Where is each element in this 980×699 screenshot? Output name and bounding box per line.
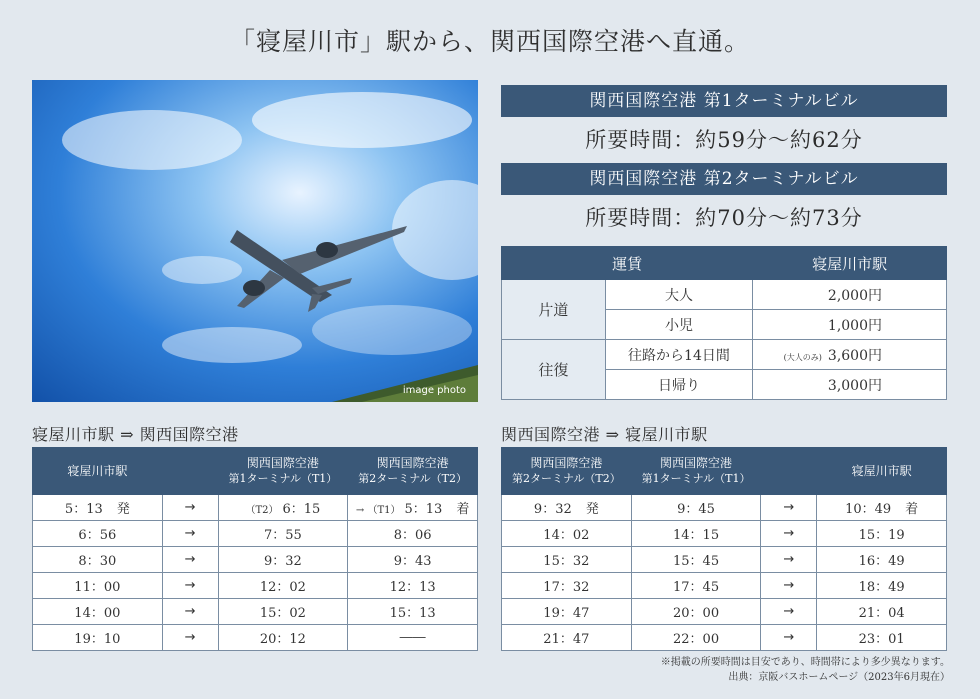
inbound-t2-cell bbox=[502, 547, 632, 573]
arrow-icon: → bbox=[184, 500, 196, 515]
header-line: 関西国際空港 bbox=[246, 456, 319, 470]
departure-time: 21：47 bbox=[543, 632, 590, 647]
terminal-prefix: （T2） bbox=[245, 505, 279, 516]
arrow-icon: → bbox=[184, 630, 196, 645]
departure-time: 19：47 bbox=[543, 606, 590, 621]
table-row bbox=[502, 521, 947, 547]
fare-value-text: 1,000円 bbox=[827, 317, 882, 334]
departure-time: 9：32 bbox=[533, 502, 572, 517]
outbound-t2-cell bbox=[348, 625, 478, 651]
outbound-timetable bbox=[32, 447, 478, 651]
arrival-time: 15：13 bbox=[389, 606, 436, 621]
page-headline: 「寝屋川市」駅から、関西国際空港へ直通。 bbox=[229, 27, 750, 56]
photo-caption: image photo bbox=[402, 385, 466, 396]
departure-time: 6：56 bbox=[78, 528, 117, 543]
fare-header-label: 運賃 bbox=[502, 247, 753, 280]
inbound-header-row bbox=[502, 448, 947, 495]
inbound-arrow-cell bbox=[761, 495, 817, 521]
table-row bbox=[502, 625, 947, 651]
arrival-time: 9：32 bbox=[263, 554, 302, 569]
fare-row-label: 小児 bbox=[605, 310, 753, 340]
inbound-t1-cell bbox=[631, 521, 761, 547]
table-row bbox=[33, 521, 478, 547]
outbound-header-t2 bbox=[348, 448, 478, 495]
inbound-arrival-cell bbox=[817, 547, 947, 573]
fare-roundtrip-label: 往復 bbox=[502, 340, 606, 400]
arrow-icon: → bbox=[783, 630, 795, 645]
arrival-time: 16：49 bbox=[858, 554, 905, 569]
outbound-header-arrow bbox=[162, 448, 218, 495]
arrow-icon: → bbox=[783, 578, 795, 593]
arrival-time: 15：02 bbox=[259, 606, 306, 621]
table-row bbox=[33, 573, 478, 599]
arrival-time: 21：04 bbox=[858, 606, 905, 621]
table-row bbox=[33, 495, 478, 521]
departure-time: 5：13 bbox=[64, 502, 103, 517]
inbound-t2-cell bbox=[502, 495, 632, 521]
inbound-t1-cell bbox=[631, 625, 761, 651]
header-subline: 第2ターミナル（T2） bbox=[358, 472, 468, 485]
fare-value-text: 2,000円 bbox=[827, 287, 882, 304]
fare-row-label: 大人 bbox=[605, 280, 753, 310]
arrival-time: 8：06 bbox=[393, 528, 432, 543]
departure-mark: 発 bbox=[585, 502, 599, 517]
arrow-icon: → bbox=[783, 552, 795, 567]
outbound-departure-cell bbox=[33, 521, 163, 547]
footnote-line: 出典：京阪バスホームページ（2023年6月現在） bbox=[728, 672, 950, 683]
arrow-icon: → bbox=[783, 604, 795, 619]
terminal1-duration: 所要時間：約59分〜約62分 bbox=[585, 128, 863, 152]
header-line: 関西国際空港 bbox=[660, 456, 733, 470]
inbound-t1-cell bbox=[631, 495, 761, 521]
arrival-time: 20：12 bbox=[259, 632, 306, 647]
inbound-arrival-cell bbox=[817, 625, 947, 651]
arrival-time: 18：49 bbox=[858, 580, 905, 595]
inbound-title: 関西国際空港 ⇒ 寝屋川市駅 bbox=[501, 425, 708, 444]
departure-time: 14：00 bbox=[74, 606, 121, 621]
arrival-time: 10：49 bbox=[845, 502, 892, 517]
arrival-time: 23：01 bbox=[858, 632, 905, 647]
outbound-rows bbox=[33, 495, 478, 651]
fare-row bbox=[502, 340, 947, 370]
departure-time: 14：02 bbox=[543, 528, 590, 543]
fare-value-text: 3,600円 bbox=[827, 347, 882, 364]
inbound-rows bbox=[502, 495, 947, 651]
table-row bbox=[502, 599, 947, 625]
inbound-t1-cell bbox=[631, 573, 761, 599]
inbound-arrival-cell bbox=[817, 521, 947, 547]
fare-row-value bbox=[753, 280, 947, 310]
inbound-t2-cell bbox=[502, 521, 632, 547]
arrival-time: 6：15 bbox=[282, 502, 321, 517]
departure-time: 8：30 bbox=[78, 554, 117, 569]
header-subline: 第2ターミナル（T2） bbox=[511, 472, 621, 485]
table-row bbox=[33, 599, 478, 625]
fare-value-text: 3,000円 bbox=[827, 377, 882, 394]
footnotes bbox=[661, 655, 950, 685]
outbound-t2-cell bbox=[348, 521, 478, 547]
inbound-arrival-cell bbox=[817, 495, 947, 521]
inbound-header-station: 寝屋川市駅 bbox=[817, 448, 947, 495]
outbound-t1-cell bbox=[218, 521, 348, 547]
inbound-arrow-cell bbox=[761, 573, 817, 599]
header-line: 関西国際空港 bbox=[376, 456, 449, 470]
outbound-t2-cell bbox=[348, 599, 478, 625]
departure-time: 14：15 bbox=[673, 528, 720, 543]
fare-oneway-label: 片道 bbox=[502, 280, 606, 340]
inbound-header-t1 bbox=[631, 448, 761, 495]
outbound-arrow-cell bbox=[162, 599, 218, 625]
inbound-arrow-cell bbox=[761, 599, 817, 625]
departure-time: 22：00 bbox=[673, 632, 720, 647]
outbound-t2-cell bbox=[348, 573, 478, 599]
outbound-t2-cell bbox=[348, 495, 478, 521]
airplane-photo bbox=[32, 80, 478, 402]
fare-row-value bbox=[753, 370, 947, 400]
departure-time: 9：45 bbox=[677, 502, 715, 517]
table-row bbox=[33, 625, 478, 651]
outbound-departure-cell bbox=[33, 599, 163, 625]
header-subline: 第1ターミナル（T1） bbox=[228, 472, 338, 485]
fare-row-label: 日帰り bbox=[605, 370, 753, 400]
fare-header-station: 寝屋川市駅 bbox=[753, 247, 947, 280]
inbound-arrow-cell bbox=[761, 547, 817, 573]
arrival-time: ―― bbox=[399, 630, 426, 645]
inbound-t2-cell bbox=[502, 599, 632, 625]
terminal-durations bbox=[501, 85, 947, 241]
arrival-mark: 着 bbox=[456, 502, 470, 517]
terminal2-name: 関西国際空港 第2ターミナルビル bbox=[501, 163, 947, 195]
terminal-prefix: → （T1） bbox=[355, 505, 401, 516]
arrow-icon: → bbox=[184, 552, 196, 567]
inbound-header-arrow bbox=[761, 448, 817, 495]
departure-time: 17：32 bbox=[543, 580, 590, 595]
outbound-t1-cell bbox=[218, 547, 348, 573]
outbound-t2-cell bbox=[348, 547, 478, 573]
arrival-time: 9：43 bbox=[393, 554, 432, 569]
arrow-icon: → bbox=[783, 500, 795, 515]
arrival-time: 12：13 bbox=[389, 580, 436, 595]
arrow-icon: → bbox=[184, 578, 196, 593]
departure-time: 20：00 bbox=[673, 606, 720, 621]
inbound-header-t2 bbox=[502, 448, 632, 495]
inbound-t1-cell bbox=[631, 547, 761, 573]
outbound-t1-cell bbox=[218, 625, 348, 651]
inbound-t2-cell bbox=[502, 573, 632, 599]
inbound-arrow-cell bbox=[761, 521, 817, 547]
table-row bbox=[502, 547, 947, 573]
outbound-t1-cell bbox=[218, 495, 348, 521]
departure-time: 19：10 bbox=[74, 632, 121, 647]
departure-time: 15：32 bbox=[543, 554, 590, 569]
footnote-line: ※掲載の所要時間は目安であり、時間帯により多少異なります。 bbox=[660, 657, 950, 668]
outbound-arrow-cell bbox=[162, 547, 218, 573]
table-row bbox=[502, 495, 947, 521]
outbound-departure-cell bbox=[33, 547, 163, 573]
outbound-t1-cell bbox=[218, 573, 348, 599]
arrow-icon: → bbox=[184, 526, 196, 541]
table-row bbox=[502, 573, 947, 599]
arrival-time: 12：02 bbox=[259, 580, 306, 595]
inbound-timetable bbox=[501, 447, 947, 651]
inbound-arrival-cell bbox=[817, 573, 947, 599]
outbound-header-row bbox=[33, 448, 478, 495]
departure-time: 17：45 bbox=[673, 580, 720, 595]
header-line: 関西国際空港 bbox=[530, 456, 603, 470]
departure-time: 11：00 bbox=[74, 580, 121, 595]
table-row bbox=[33, 547, 478, 573]
outbound-title: 寝屋川市駅 ⇒ 関西国際空港 bbox=[32, 425, 239, 444]
departure-time: 15：45 bbox=[673, 554, 720, 569]
fare-row bbox=[502, 280, 947, 310]
outbound-arrow-cell bbox=[162, 573, 218, 599]
airplane-image bbox=[32, 80, 478, 402]
outbound-departure-cell bbox=[33, 625, 163, 651]
arrival-mark: 着 bbox=[905, 502, 919, 517]
arrow-icon: → bbox=[783, 526, 795, 541]
inbound-arrival-cell bbox=[817, 599, 947, 625]
inbound-arrow-cell bbox=[761, 625, 817, 651]
terminal1-name: 関西国際空港 第1ターミナルビル bbox=[501, 85, 947, 117]
outbound-header-station: 寝屋川市駅 bbox=[33, 448, 163, 495]
outbound-arrow-cell bbox=[162, 495, 218, 521]
arrow-icon: → bbox=[184, 604, 196, 619]
outbound-arrow-cell bbox=[162, 521, 218, 547]
fare-row-value bbox=[753, 340, 947, 370]
header-subline: 第1ターミナル（T1） bbox=[641, 472, 751, 485]
fare-row-value bbox=[753, 310, 947, 340]
inbound-t2-cell bbox=[502, 625, 632, 651]
fare-note: (大人のみ) bbox=[783, 352, 822, 362]
outbound-departure-cell bbox=[33, 573, 163, 599]
arrival-time: 15：19 bbox=[858, 528, 905, 543]
fare-table bbox=[501, 246, 947, 400]
fare-row-label: 往路から14日間 bbox=[605, 340, 753, 370]
outbound-t1-cell bbox=[218, 599, 348, 625]
arrival-time: 5：13 bbox=[404, 502, 443, 517]
outbound-header-t1 bbox=[218, 448, 348, 495]
terminal2-duration: 所要時間：約70分〜約73分 bbox=[585, 206, 863, 230]
departure-mark: 発 bbox=[116, 502, 130, 517]
inbound-t1-cell bbox=[631, 599, 761, 625]
fare-header-row bbox=[502, 247, 947, 280]
outbound-arrow-cell bbox=[162, 625, 218, 651]
arrival-time: 7：55 bbox=[263, 528, 302, 543]
outbound-departure-cell bbox=[33, 495, 163, 521]
